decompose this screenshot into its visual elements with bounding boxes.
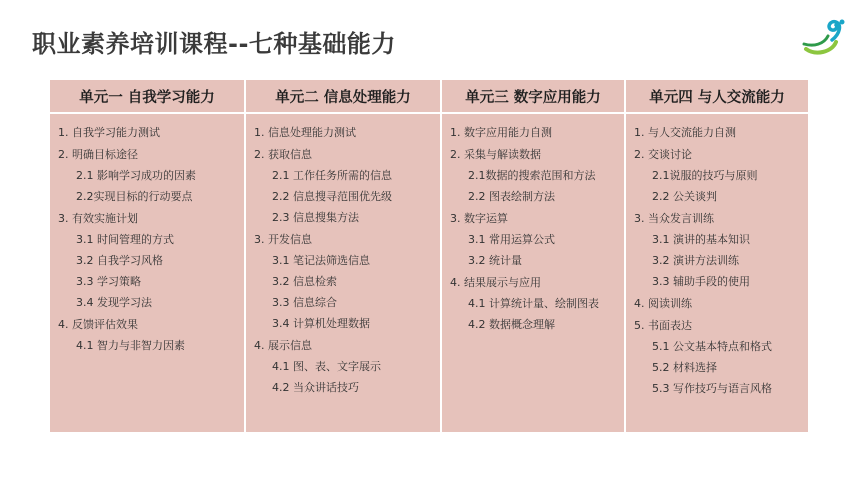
outline-subitem: 3.2 统计量 [468, 254, 522, 267]
column-unit2 [246, 114, 442, 432]
column-header-unit3: 单元三 数字应用能力 [442, 80, 626, 114]
outline-item: 1. 自我学习能力测试 [58, 126, 160, 139]
outline-item: 4. 结果展示与应用 [450, 276, 541, 289]
outline-subitem: 2.2 公关谈判 [652, 190, 717, 203]
outline-subitem: 2.1说服的技巧与原则 [652, 169, 758, 182]
outline-subitem: 3.4 计算机处理数据 [272, 317, 370, 330]
outline-subitem: 3.2 信息检索 [272, 275, 337, 288]
outline-item: 1. 数字应用能力自测 [450, 126, 552, 139]
outline-subitem: 5.2 材料选择 [652, 361, 717, 374]
outline-subitem: 3.2 自我学习风格 [76, 254, 163, 267]
outline-subitem: 2.2实现目标的行动要点 [76, 190, 193, 203]
outline-subitem: 3.1 时间管理的方式 [76, 233, 174, 246]
outline-item: 4. 阅读训练 [634, 297, 692, 310]
outline-subitem: 4.1 图、表、文字展示 [272, 360, 381, 373]
outline-item: 2. 交谈讨论 [634, 148, 692, 161]
outline-subitem: 2.3 信息搜集方法 [272, 211, 359, 224]
column-unit1 [50, 114, 246, 432]
outline-item: 1. 与人交流能力自测 [634, 126, 736, 139]
outline-subitem: 3.3 辅助手段的使用 [652, 275, 750, 288]
column-unit3 [442, 114, 626, 432]
outline-subitem: 3.3 学习策略 [76, 275, 141, 288]
outline-subitem: 2.1 工作任务所需的信息 [272, 169, 392, 182]
column-unit4 [626, 114, 808, 432]
course-table [50, 80, 808, 432]
outline-item: 2. 获取信息 [254, 148, 312, 161]
outline-subitem: 2.1 影响学习成功的因素 [76, 169, 196, 182]
outline-item: 3. 有效实施计划 [58, 212, 138, 225]
outline-item: 2. 明确目标途径 [58, 148, 138, 161]
outline-item: 3. 开发信息 [254, 233, 312, 246]
column-header-unit2: 单元二 信息处理能力 [246, 80, 442, 114]
outline-item: 3. 当众发言训练 [634, 212, 714, 225]
outline-item: 1. 信息处理能力测试 [254, 126, 356, 139]
outline-item: 3. 数字运算 [450, 212, 508, 225]
outline-subitem: 3.1 笔记法筛选信息 [272, 254, 370, 267]
outline-item: 4. 反馈评估效果 [58, 318, 138, 331]
outline-subitem: 4.2 数据概念理解 [468, 318, 555, 331]
column-header-unit4: 单元四 与人交流能力 [626, 80, 808, 114]
outline-subitem: 2.2 信息搜寻范围优先级 [272, 190, 392, 203]
outline-subitem: 3.2 演讲方法训练 [652, 254, 739, 267]
outline-item: 2. 采集与解读数据 [450, 148, 541, 161]
outline-subitem: 4.1 计算统计量、绘制图表 [468, 297, 599, 310]
page-title: 职业素养培训课程--七种基础能力 [32, 30, 396, 58]
swirl-logo-icon [796, 16, 852, 60]
outline-subitem: 4.1 智力与非智力因素 [76, 339, 185, 352]
outline-item: 5. 书面表达 [634, 319, 692, 332]
outline-subitem: 3.1 演讲的基本知识 [652, 233, 750, 246]
outline-subitem: 3.1 常用运算公式 [468, 233, 555, 246]
outline-subitem: 2.2 图表绘制方法 [468, 190, 555, 203]
outline-subitem: 2.1数据的搜索范围和方法 [468, 169, 596, 182]
outline-subitem: 4.2 当众讲话技巧 [272, 381, 359, 394]
column-header-unit1: 单元一 自我学习能力 [50, 80, 246, 114]
outline-subitem: 3.4 发现学习法 [76, 296, 152, 309]
outline-subitem: 5.1 公文基本特点和格式 [652, 340, 772, 353]
outline-item: 4. 展示信息 [254, 339, 312, 352]
outline-subitem: 3.3 信息综合 [272, 296, 337, 309]
outline-subitem: 5.3 写作技巧与语言风格 [652, 382, 772, 395]
